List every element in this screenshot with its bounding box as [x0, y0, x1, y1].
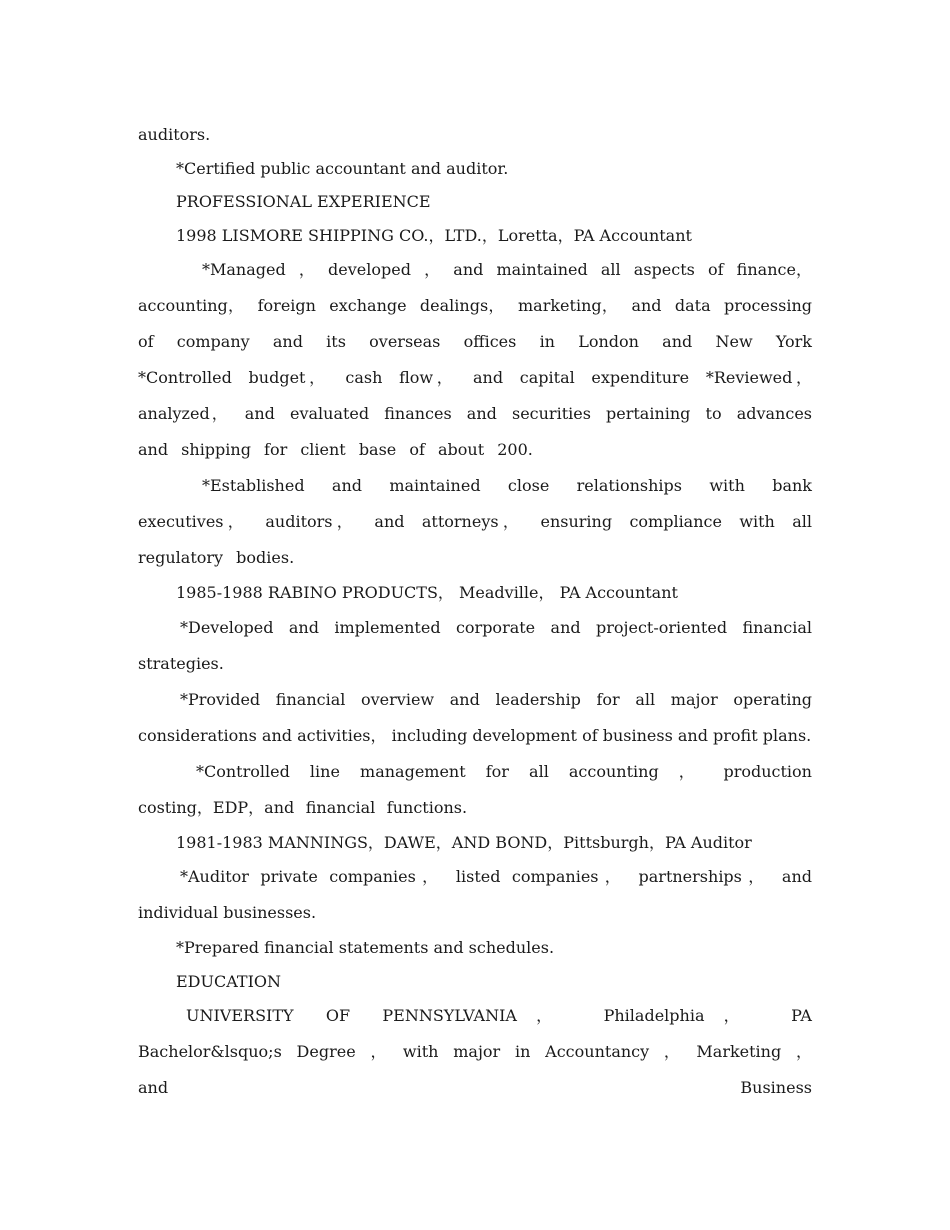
- paragraph-certification: *Certified public accountant and auditor.: [176, 158, 509, 178]
- paragraph-auditors-continued: auditors.: [138, 125, 211, 144]
- job-heading-lismore: 1998 LISMORE SHIPPING CO.，LTD.，Loretta，PA Accountant: [176, 225, 692, 245]
- section-heading-education: EDUCATION: [176, 971, 282, 991]
- job-description-rabino-1: *Developed and implemented corporate and project-oriented financial strategies.: [138, 617, 812, 673]
- resume-body: [138, 118, 812, 1106]
- job-description-rabino-3: *Controlled line management for all accounting ， production costing，EDP，and financial functions.: [138, 761, 812, 817]
- job-description-mannings-1: *Auditor private companies， listed companies， partnerships， and individual businesses.: [138, 867, 812, 922]
- section-heading-professional-experience: PROFESSIONAL EXPERIENCE: [176, 192, 431, 211]
- job-heading-mannings: 1981-1983 MANNINGS，DAWE，AND BOND，Pittsburgh，PA Auditor: [176, 832, 752, 852]
- job-description-lismore-1: *Managed ， developed ， and maintained all aspects of finance， accounting， foreign exchange dealings， marketing， and data processing of company and its overseas offices in London and New York *Controlled budget， cash flow， and capital expenditure *Reviewed， analyzed， and evaluated finances and securities pertaining to advances and shipping for client base of about 200.: [138, 260, 812, 459]
- job-description-lismore-2: *Established and maintained close relationships with bank executives， auditors， and attorneys， ensuring compliance with all regulatory bodies.: [138, 476, 812, 567]
- job-description-rabino-2: *Provided financial overview and leadership for all major operating considerations and activities， including development of business and profit plans.: [138, 689, 812, 745]
- education-entry-penn: UNIVERSITY OF PENNSYLVANIA， Philadelphia， PA Bachelor&lsquo;s Degree ， with major in Accountancy ， Marketing ， and Business: [138, 1006, 813, 1097]
- job-description-mannings-2: *Prepared financial statements and schedules.: [176, 938, 555, 957]
- job-heading-rabino: 1985-1988 RABINO PRODUCTS， Meadville， PA Accountant: [176, 583, 678, 602]
